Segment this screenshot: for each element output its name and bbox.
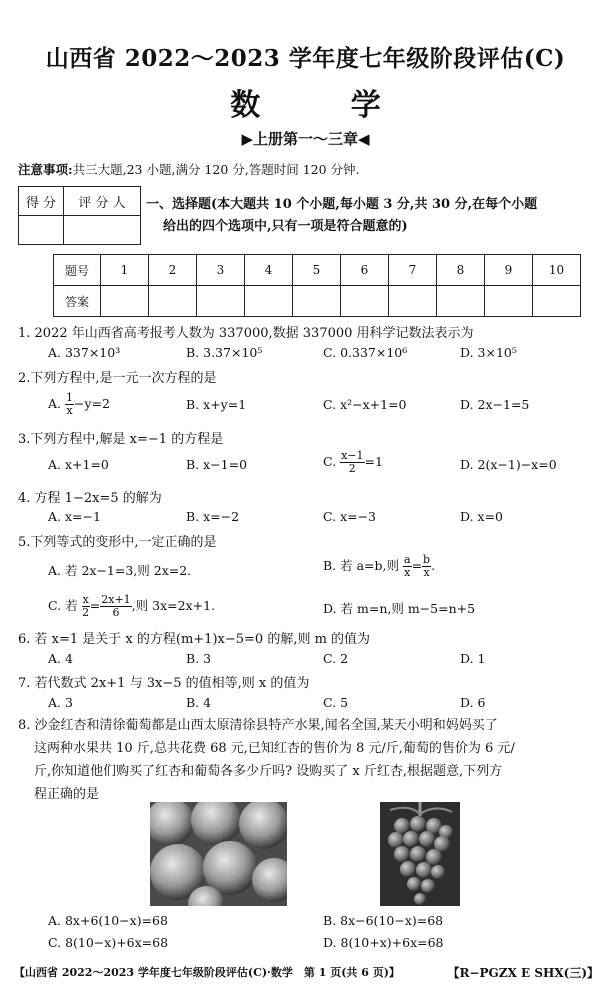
- q8-option-c[interactable]: C. 8(10−x)+6x=68: [48, 935, 169, 950]
- q5-c-fraction-2: [100, 594, 131, 619]
- answer-cell[interactable]: [245, 286, 293, 317]
- question-5-stem: 5.下列等式的变形中,一定正确的是: [18, 535, 217, 550]
- q7-option-d[interactable]: D. 6: [460, 695, 486, 710]
- q1-option-a[interactable]: A. 337×10³: [48, 345, 121, 360]
- q1-option-c[interactable]: C. 0.337×10⁶: [323, 345, 408, 360]
- q5-option-c[interactable]: [48, 594, 215, 619]
- question-number: 8: [437, 255, 485, 286]
- grader-label: 评 分 人: [64, 187, 141, 216]
- section-heading: [146, 194, 596, 238]
- section-heading-line1: 一、选择题(本大题共 10 个小题,每小题 3 分,共 30 分,在每个小题: [146, 197, 538, 212]
- q4-option-b[interactable]: B. x=−2: [186, 509, 240, 524]
- q2-option-d[interactable]: D. 2x−1=5: [460, 397, 530, 412]
- q5-c-fraction-1: [82, 594, 90, 619]
- question-number: 9: [485, 255, 533, 286]
- q2-option-b[interactable]: B. x+y=1: [186, 397, 247, 412]
- q3-c-suffix: =1: [364, 454, 383, 469]
- q5-option-d[interactable]: D. 若 m=n,则 m−5=n+5: [323, 601, 476, 616]
- q7-option-b[interactable]: B. 4: [186, 695, 212, 710]
- score-label: 得 分: [19, 187, 64, 216]
- answer-cell[interactable]: [533, 286, 581, 317]
- q6-option-d[interactable]: D. 1: [460, 651, 486, 666]
- question-4-stem: 4. 方程 1−2x=5 的解为: [18, 491, 162, 506]
- question-3-stem: 3.下列方程中,解是 x=−1 的方程是: [18, 432, 224, 447]
- q7-option-a[interactable]: A. 3: [48, 695, 73, 710]
- grape-photo: [380, 802, 460, 906]
- question-number: 4: [245, 255, 293, 286]
- q3-option-d[interactable]: D. 2(x−1)−x=0: [460, 457, 557, 472]
- q5-c-prefix: C. 若: [48, 598, 78, 613]
- q6-option-b[interactable]: B. 3: [186, 651, 212, 666]
- q8-option-a[interactable]: A. 8x+6(10−x)=68: [48, 913, 168, 928]
- fraction-denominator: x: [66, 404, 73, 417]
- question-number: 7: [389, 255, 437, 286]
- question-1-stem: 1. 2022 年山西省高考报考人数为 337000,数据 337000 用科学记数法表示为: [18, 326, 474, 341]
- q2-a-fraction: [65, 392, 74, 417]
- q2-a-suffix: −y=2: [74, 396, 110, 411]
- q5-b-suffix: .: [431, 558, 436, 573]
- q7-option-c[interactable]: C. 5: [323, 695, 349, 710]
- answer-cell[interactable]: [101, 286, 149, 317]
- fraction-denominator: x: [423, 566, 430, 579]
- fraction-denominator: 6: [112, 606, 120, 619]
- score-box: [18, 186, 141, 245]
- question-8-stem: [18, 714, 598, 806]
- q3-option-c[interactable]: [323, 450, 383, 475]
- q8-line: 程正确的是: [34, 787, 100, 802]
- q3-option-a[interactable]: A. x+1=0: [48, 457, 109, 472]
- question-number: 6: [341, 255, 389, 286]
- question-number: 3: [197, 255, 245, 286]
- fraction-numerator: 1: [66, 391, 73, 404]
- fraction-numerator: b: [423, 553, 431, 566]
- question-number: 10: [533, 255, 581, 286]
- answer-grid-header-row: [54, 255, 581, 286]
- answer-cell[interactable]: [341, 286, 389, 317]
- page-footer: [14, 964, 599, 981]
- q8-option-d[interactable]: D. 8(10+x)+6x=68: [323, 935, 444, 950]
- answer-grid-answer-row: [54, 286, 581, 317]
- fraction-denominator: 2: [348, 462, 356, 475]
- q5-b-fraction-2: [422, 554, 431, 579]
- answer-label: 答案: [54, 286, 101, 317]
- q5-option-b[interactable]: [323, 554, 435, 579]
- q3-option-b[interactable]: B. x−1=0: [186, 457, 248, 472]
- answer-cell[interactable]: [485, 286, 533, 317]
- fraction-denominator: x: [404, 566, 411, 579]
- q6-option-a[interactable]: A. 4: [48, 651, 73, 666]
- footer-code: 【R−PGZX E SHX(三)】: [447, 966, 599, 980]
- answer-cell[interactable]: [437, 286, 485, 317]
- q5-b-fraction-1: [403, 554, 412, 579]
- equals-sign: =: [411, 558, 423, 573]
- answer-cell[interactable]: [197, 286, 245, 317]
- q6-option-c[interactable]: C. 2: [323, 651, 349, 666]
- q8-line: 斤,你知道他们购买了红杏和葡萄各多少斤吗? 设购买了 x 斤红杏,根据题意,下列方: [34, 764, 503, 779]
- q3-c-fraction: [340, 450, 364, 475]
- notes-text: 共三大题,23 小题,满分 120 分,答题时间 120 分钟.: [72, 162, 360, 177]
- answer-cell[interactable]: [149, 286, 197, 317]
- notes-label: 注意事项:: [18, 162, 73, 177]
- q5-b-prefix: B. 若 a=b,则: [323, 558, 400, 573]
- score-cell[interactable]: [19, 216, 64, 245]
- equals-sign: =: [89, 598, 101, 613]
- q2-a-prefix: A.: [48, 396, 62, 411]
- apricot-photo: [150, 802, 287, 906]
- q4-option-d[interactable]: D. x=0: [460, 509, 503, 524]
- question-number: 5: [293, 255, 341, 286]
- fraction-numerator: 2x+1: [101, 593, 131, 606]
- question-number-label: 题号: [54, 255, 101, 286]
- q1-option-b[interactable]: B. 3.37×10⁵: [186, 345, 263, 360]
- question-6-stem: 6. 若 x=1 是关于 x 的方程(m+1)x−5=0 的解,则 m 的值为: [18, 632, 371, 647]
- exam-notes: [18, 160, 360, 178]
- q8-line: 8. 沙金红杏和清徐葡萄都是山西太原清徐县特产水果,闻名全国,某天小明和妈妈买了: [18, 718, 498, 733]
- footer-left: 【山西省 2022～2023 学年度七年级阶段评估(C)·数学 第 1 页(共 6 页)】: [14, 966, 400, 979]
- subject-title: 数 学: [230, 88, 421, 123]
- fraction-numerator: a: [404, 553, 411, 566]
- question-7-stem: 7. 若代数式 2x+1 与 3x−5 的值相等,则 x 的值为: [18, 676, 310, 691]
- q4-option-c[interactable]: C. x=−3: [323, 509, 377, 524]
- answer-cell[interactable]: [389, 286, 437, 317]
- q5-option-a[interactable]: A. 若 2x−1=3,则 2x=2.: [48, 563, 192, 578]
- question-number: 2: [149, 255, 197, 286]
- answer-cell[interactable]: [293, 286, 341, 317]
- fraction-numerator: x: [82, 593, 89, 606]
- q4-option-a[interactable]: A. x=−1: [48, 509, 101, 524]
- q3-c-prefix: C.: [323, 454, 337, 469]
- section-heading-line2: 给出的四个选项中,只有一项是符合题意的): [163, 219, 408, 234]
- q8-line: 这两种水果共 10 斤,总共花费 68 元,已知红杏的售价为 8 元/斤,葡萄的售价为 6 元/: [34, 741, 515, 756]
- q2-option-c[interactable]: C. x²−x+1=0: [323, 397, 407, 412]
- answer-grid: [53, 254, 581, 317]
- q8-option-b[interactable]: B. 8x−6(10−x)=68: [323, 913, 444, 928]
- question-number: 1: [101, 255, 149, 286]
- fraction-numerator: x−1: [341, 449, 364, 462]
- page-title: 山西省 2022～2023 学年度七年级阶段评估(C): [45, 45, 566, 72]
- q1-option-d[interactable]: D. 3×10⁵: [460, 345, 517, 360]
- chapter-range: ▶上册第一～三章◀: [241, 130, 370, 148]
- fraction-denominator: 2: [82, 606, 90, 619]
- question-2-stem: 2.下列方程中,是一元一次方程的是: [18, 371, 217, 386]
- q2-option-a[interactable]: [48, 392, 110, 417]
- grader-cell[interactable]: [64, 216, 141, 245]
- q5-c-suffix: ,则 3x=2x+1.: [131, 598, 216, 613]
